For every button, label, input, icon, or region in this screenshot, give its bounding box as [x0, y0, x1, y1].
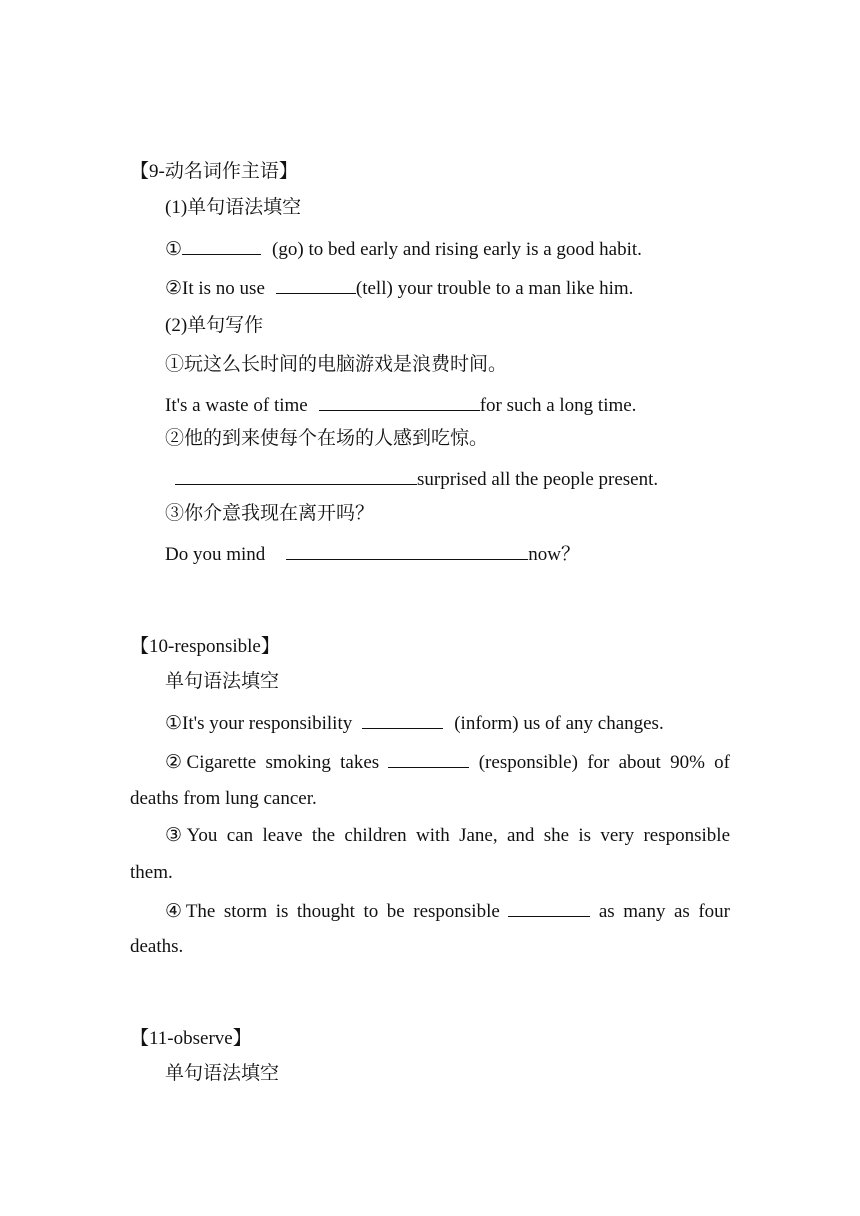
s10-q1: [165, 710, 664, 736]
s9-q1-text: (go) to bed early and rising early is a good habit.: [272, 239, 642, 260]
s9-q1: [165, 236, 642, 262]
s10-q2-line1: [165, 749, 730, 775]
answer-blank[interactable]: [286, 541, 528, 560]
s10-q3-line1: ③You can leave the children with Jane, and she is very responsible: [165, 825, 730, 846]
section-11-title: 单句语法填空: [165, 1063, 280, 1084]
s10-q2-end: (responsible) for about 90% of: [478, 752, 730, 773]
answer-blank[interactable]: [182, 236, 261, 255]
s9-w1-start: It's a waste of time: [165, 395, 308, 416]
s10-q3-line2: them.: [130, 862, 173, 883]
section-10-heading: 【10-responsible】: [130, 636, 280, 657]
s9-w1-english: [165, 392, 636, 418]
s9-q2-text: (tell) your trouble to a man like him.: [355, 278, 634, 299]
s9-w3-english: [165, 541, 580, 567]
section-11-heading: 【11-observe】: [130, 1028, 252, 1049]
s10-q4-mid: as many as four: [598, 901, 730, 922]
s10-q2-line2: deaths from lung cancer.: [130, 788, 317, 809]
answer-blank[interactable]: [362, 710, 443, 729]
s9-q2: [165, 275, 633, 301]
s9-q1-number: ①: [165, 239, 183, 260]
answer-blank[interactable]: [319, 392, 480, 411]
answer-blank[interactable]: [508, 898, 590, 917]
answer-blank[interactable]: [175, 466, 417, 485]
s9-w3-end: now？: [528, 544, 581, 565]
s9-w2-end: surprised all the people present.: [417, 469, 659, 490]
section-9-heading: 【9-动名词作主语】: [130, 161, 298, 182]
section-9-part1-title: (1)单句语法填空: [165, 197, 302, 218]
s9-w2-english: [175, 466, 658, 492]
s10-q2-start: ②Cigarette smoking takes: [165, 752, 380, 773]
s9-w1-chinese: ①玩这么长时间的电脑游戏是浪费时间。: [165, 354, 508, 375]
s9-q2-start: ②It is no use: [165, 278, 265, 299]
s10-q4-line2: deaths.: [130, 936, 184, 957]
section-9-part2-title: (2)单句写作: [165, 315, 264, 336]
s9-w3-chinese: ③你介意我现在离开吗？: [165, 503, 375, 524]
answer-blank[interactable]: [276, 275, 356, 294]
s10-q4-start: ④The storm is thought to be responsible: [165, 901, 500, 922]
s9-w2-chinese: ②他的到来使每个在场的人感到吃惊。: [165, 428, 489, 449]
section-10-title: 单句语法填空: [165, 671, 280, 692]
s10-q1-end: (inform) us of any changes.: [454, 713, 664, 734]
s10-q4-line1: [165, 898, 730, 924]
answer-blank[interactable]: [388, 749, 469, 768]
s9-w3-start: Do you mind: [165, 544, 266, 565]
s10-q1-start: ①It's your responsibility: [165, 713, 353, 734]
s9-w1-end: for such a long time.: [479, 395, 637, 416]
